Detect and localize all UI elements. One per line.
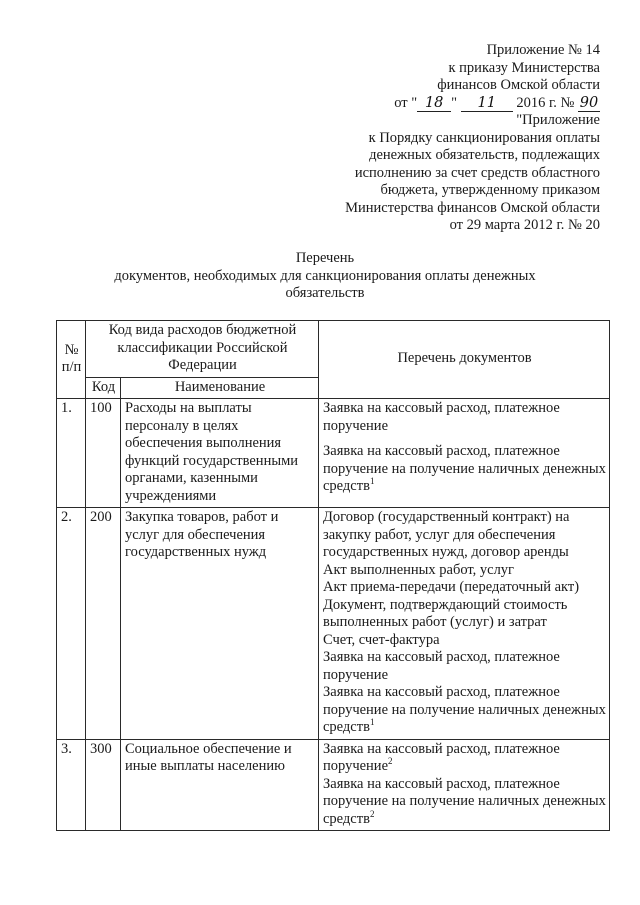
row-code: 200 xyxy=(86,508,121,740)
handwritten-number: 90 xyxy=(579,94,599,111)
footnote-ref: 2 xyxy=(369,808,375,819)
doc-item: Заявка на кассовый расход, платежное поручение на получение наличных денежных средств$^1$ xyxy=(323,684,606,735)
header-ministry-ref: Министерства финансов Омской области xyxy=(345,199,600,216)
row-num: 1. xyxy=(57,399,86,508)
document-title xyxy=(60,250,590,303)
date-quote: " xyxy=(451,94,458,111)
header-code: Код xyxy=(86,377,121,399)
doc-item: Счет, счет-фактура xyxy=(323,631,440,648)
row-code: 300 xyxy=(86,739,121,831)
title-line-3: обязательств xyxy=(285,285,365,301)
title-line-1: Перечень xyxy=(295,250,355,266)
row-docs xyxy=(319,739,610,831)
document-header xyxy=(260,42,600,235)
doc-item: Документ, подтверждающий стоимость выполненных работ (услуг) и затрат xyxy=(323,596,568,630)
header-obligations: денежных обязательств, подлежащих xyxy=(369,147,600,163)
table-row xyxy=(57,508,610,740)
table-row xyxy=(57,739,610,831)
doc-item: Договор (государственный контракт) на закупку работ, услуг для обеспечения государственных нужд, договор аренды xyxy=(323,509,570,560)
doc-item: Заявка на кассовый расход, платежное поручение$^2$ xyxy=(323,740,560,774)
row-num: 3. xyxy=(57,739,86,831)
header-order-ref: к приказу Министерства xyxy=(448,59,600,76)
header-ministry: финансов Омской области xyxy=(437,77,600,93)
row-num: 2. xyxy=(57,508,86,740)
header-execution: исполнению за счет средств областного xyxy=(354,164,600,181)
doc-item: Акт выполненных работ, услуг xyxy=(323,561,514,578)
header-appendix-quote: "Приложение xyxy=(516,112,600,128)
footnote-ref: 1 xyxy=(369,717,375,727)
header-appendix: Приложение № 14 xyxy=(486,42,600,58)
header-num: № п/п xyxy=(57,321,86,399)
row-docs xyxy=(319,399,610,508)
footnote-ref: 2 xyxy=(388,756,393,766)
header-procedure: к Порядку санкционирования оплаты xyxy=(368,129,600,146)
title-line-2: документов, необходимых для санкционирования оплаты денежных xyxy=(114,267,536,284)
doc-item: Заявка на кассовый расход, платежное поручение на получение наличных денежных средств$^1$ xyxy=(323,443,606,494)
row-name: Расходы на выплаты персоналу в целях обеспечения выполнения функций государственными органами, казенными учреждениями xyxy=(121,399,319,508)
handwritten-month: 11 xyxy=(461,96,513,112)
footnote-ref: 1 xyxy=(369,476,375,486)
doc-item: Заявка на кассовый расход, платежное поручение на получение наличных денежных средств$^2$ xyxy=(323,775,606,827)
documents-table xyxy=(56,320,610,831)
table-row xyxy=(57,399,610,508)
header-date-line xyxy=(260,95,600,113)
table-header-row xyxy=(57,321,610,378)
handwritten-day: 18 xyxy=(417,96,451,112)
header-original-date: от 29 марта 2012 г. № 20 xyxy=(449,217,600,233)
row-name: Социальное обеспечение и иные выплаты населению xyxy=(121,739,319,831)
row-code: 100 xyxy=(86,399,121,508)
date-year: 2016 г. № xyxy=(516,94,575,111)
header-docs: Перечень документов xyxy=(319,321,610,399)
row-name: Закупка товаров, работ и услуг для обеспечения государственных нужд xyxy=(121,508,319,740)
header-kbk-group: Код вида расходов бюджетной классификации Российской Федерации xyxy=(86,321,319,378)
doc-item: Заявка на кассовый расход, платежное поручение xyxy=(323,649,560,683)
header-name: Наименование xyxy=(121,377,319,399)
doc-item: Акт приема-передачи (передаточный акт) xyxy=(323,579,580,595)
header-budget: бюджета, утвержденному приказом xyxy=(380,182,600,198)
row-docs xyxy=(319,508,610,740)
date-prefix: от " xyxy=(394,94,418,111)
doc-item: Заявка на кассовый расход, платежное поручение xyxy=(323,400,560,434)
